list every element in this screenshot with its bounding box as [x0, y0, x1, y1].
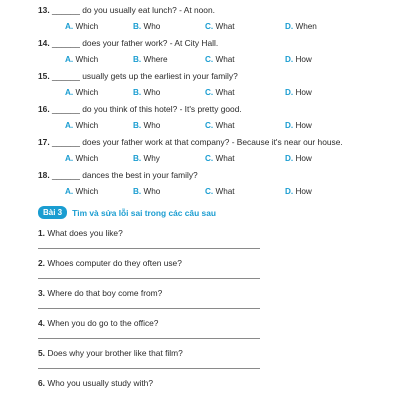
question-number: 17. [38, 137, 50, 147]
option-b[interactable]: B. Who [133, 22, 161, 31]
question-text: ______ does your father work? - At City Hall. [51, 38, 219, 48]
exercise-item-2: 2. Whoes computer do they often use? [38, 258, 182, 268]
option-a[interactable]: A. Which [65, 154, 99, 163]
answer-line-3[interactable] [38, 308, 260, 309]
option-a[interactable]: A. Which [65, 22, 99, 31]
option-c[interactable]: C. What [205, 154, 235, 163]
option-b[interactable]: B. Where [133, 55, 168, 64]
option-c[interactable]: C. What [205, 55, 235, 64]
question-16 [38, 104, 242, 114]
question-15 [38, 71, 238, 81]
option-d[interactable]: D. How [285, 55, 312, 64]
answer-line-2[interactable] [38, 278, 260, 279]
option-d[interactable]: D. How [285, 121, 312, 130]
options-13 [65, 22, 365, 33]
option-d[interactable]: D. When [285, 22, 317, 31]
section-header [38, 206, 216, 219]
question-text: ______ does your father work at that company? - Because it's near our house. [51, 137, 343, 147]
exercise-item-1: 1. What does you like? [38, 228, 123, 238]
option-a[interactable]: A. Which [65, 55, 99, 64]
options-15 [65, 88, 365, 99]
option-a[interactable]: A. Which [65, 88, 99, 97]
options-17 [65, 154, 365, 165]
option-b[interactable]: B. Who [133, 121, 161, 130]
question-text: ______ do you think of this hotel? - It's pretty good. [51, 104, 242, 114]
exercise-item-5: 5. Does why your brother like that film? [38, 348, 183, 358]
option-a[interactable]: A. Which [65, 121, 99, 130]
option-d[interactable]: D. How [285, 88, 312, 97]
option-a[interactable]: A. Which [65, 187, 99, 196]
exercise-item-4: 4. When you do go to the office? [38, 318, 159, 328]
question-number: 14. [38, 38, 50, 48]
option-b[interactable]: B. Who [133, 187, 161, 196]
option-b[interactable]: B. Who [133, 88, 161, 97]
question-14 [38, 38, 218, 48]
question-text: ______ dances the best in your family? [51, 170, 198, 180]
question-number: 18. [38, 170, 50, 180]
section-badge: Bài 3 [38, 206, 67, 219]
question-number: 15. [38, 71, 50, 81]
option-c[interactable]: C. What [205, 121, 235, 130]
option-d[interactable]: D. How [285, 187, 312, 196]
options-18 [65, 187, 365, 198]
option-b[interactable]: B. Why [133, 154, 160, 163]
question-text: ______ usually gets up the earliest in your family? [51, 71, 238, 81]
question-17 [38, 137, 343, 147]
option-d[interactable]: D. How [285, 154, 312, 163]
answer-line-4[interactable] [38, 338, 260, 339]
question-13 [38, 5, 215, 15]
answer-line-1[interactable] [38, 248, 260, 249]
question-number: 13. [38, 5, 50, 15]
option-c[interactable]: C. What [205, 88, 235, 97]
question-text: ______ do you usually eat lunch? - At noon. [51, 5, 215, 15]
question-number: 16. [38, 104, 50, 114]
exercise-item-3: 3. Where do that boy come from? [38, 288, 163, 298]
options-16 [65, 121, 365, 132]
exercise-item-6: 6. Who you usually study with? [38, 378, 153, 388]
answer-line-5[interactable] [38, 368, 260, 369]
section-title: Tìm và sửa lỗi sai trong các câu sau [72, 207, 216, 218]
option-c[interactable]: C. What [205, 22, 235, 31]
options-14 [65, 55, 365, 66]
question-18 [38, 170, 198, 180]
option-c[interactable]: C. What [205, 187, 235, 196]
